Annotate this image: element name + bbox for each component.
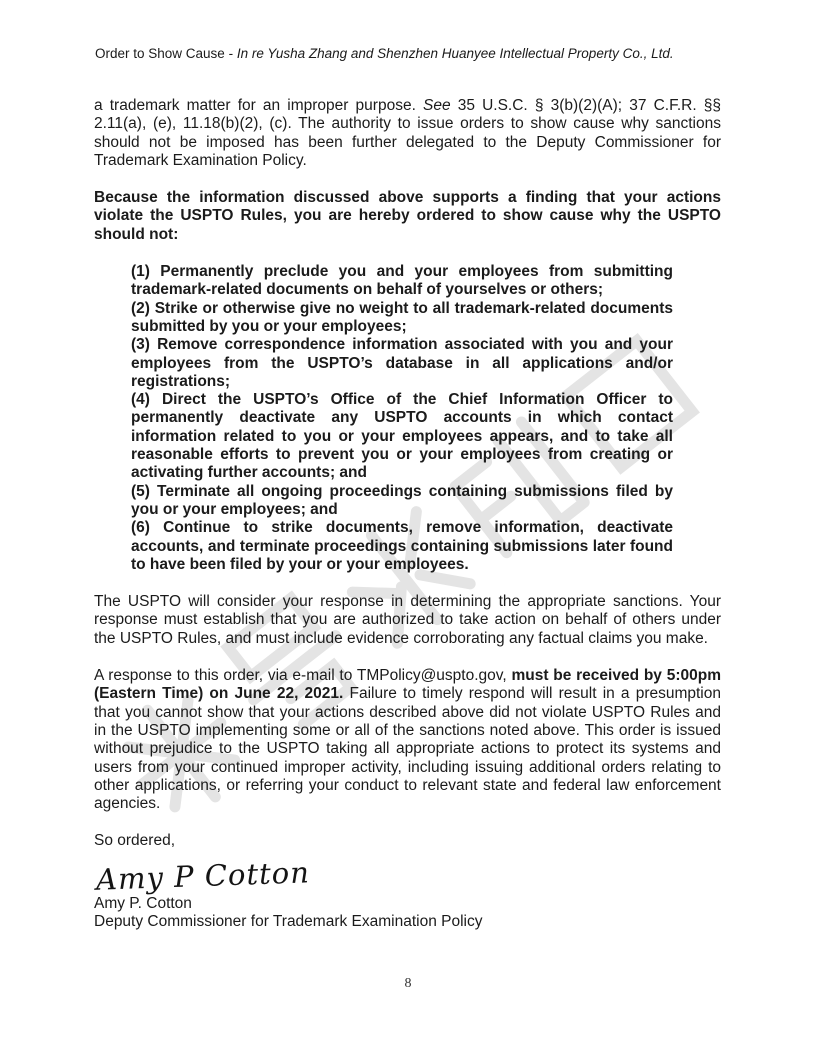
sanction-item-5: (5) Terminate all ongoing proceedings containing submissions filed by you or your employees; and	[131, 482, 673, 518]
signer-name: Amy P. Cotton	[94, 894, 192, 912]
closing-line: So ordered,	[94, 832, 175, 850]
sanction-item-4: (4) Direct the USPTO’s Office of the Chief Information Officer to permanently deactivate any USPTO accounts in which contact information related to you or your employees appears, and to take all reasonable efforts to prevent you or your employees from creating or activating further accounts; and	[131, 391, 673, 482]
signer-title: Deputy Commissioner for Trademark Examination Policy	[94, 912, 483, 930]
paragraph-response	[94, 667, 721, 813]
header-case-name: In re Yusha Zhang and Shenzhen Huanyee Intellectual Property Co., Ltd.	[236, 46, 674, 61]
document-body	[94, 97, 721, 931]
paragraph-order-leadin: Because the information discussed above supports a finding that your actions violate the USPTO Rules, you are hereby ordered to show cause why the USPTO should not:	[94, 189, 721, 243]
sanction-item-1: (1) Permanently preclude you and your employees from submitting trademark-related documents on behalf of yourselves or others;	[131, 263, 673, 299]
sanction-item-3: (3) Remove correspondence information associated with you and your employees from the USPTO’s database in all applications and/or registrations;	[131, 336, 673, 390]
sanctions-list	[131, 263, 673, 574]
sanction-item-6: (6) Continue to strike documents, remove information, deactivate accounts, and terminate proceedings containing submissions later found to have been filed by your or your employees.	[131, 519, 673, 573]
authority-rest: 35 U.S.C. § 3(b)(2)(A); 37 C.F.R. §§ 2.11(a), (e), 11.18(b)(2), (c). The authority to issue orders to show cause why sanctions should not be imposed has been further delegated to the Deputy Commissioner for Trademark Examination Policy.	[94, 97, 721, 169]
response-lead: A response to this order, via e-mail to TMPolicy@uspto.gov,	[94, 667, 512, 685]
running-header	[95, 46, 674, 62]
response-rest: Failure to timely respond will result in a presumption that you cannot show that your actions described above did not violate USPTO Rules and in the USPTO implementing some or all of the sanctions noted above. This order is issued without prejudice to the USPTO taking all appropriate actions to protect its systems and users from your continued improper activity, including issuing additional orders relating to other applications, or referring your conduct to relevant state and federal law enforcement agencies.	[94, 685, 721, 813]
signature-block	[94, 854, 721, 932]
page-number: 8	[404, 976, 412, 991]
authority-see-citation: See	[423, 97, 451, 114]
authority-lead: a trademark matter for an improper purpose.	[94, 97, 423, 114]
response-deadline: must be received by 5:00pm (Eastern Time) on June 22, 2021.	[94, 667, 721, 703]
handwritten-signature: Amy P Cotton	[95, 854, 311, 897]
paragraph-consider: The USPTO will consider your response in determining the appropriate sanctions. Your response must establish that you are authorized to take action on behalf of others under the USPTO Rules, and must include evidence corroborating any factual claims you make.	[94, 593, 721, 647]
paragraph-authority	[94, 97, 721, 170]
header-prefix: Order to Show Cause -	[95, 46, 237, 61]
sanction-item-2: (2) Strike or otherwise give no weight to all trademark-related documents submitted by you or your employees;	[131, 299, 673, 335]
